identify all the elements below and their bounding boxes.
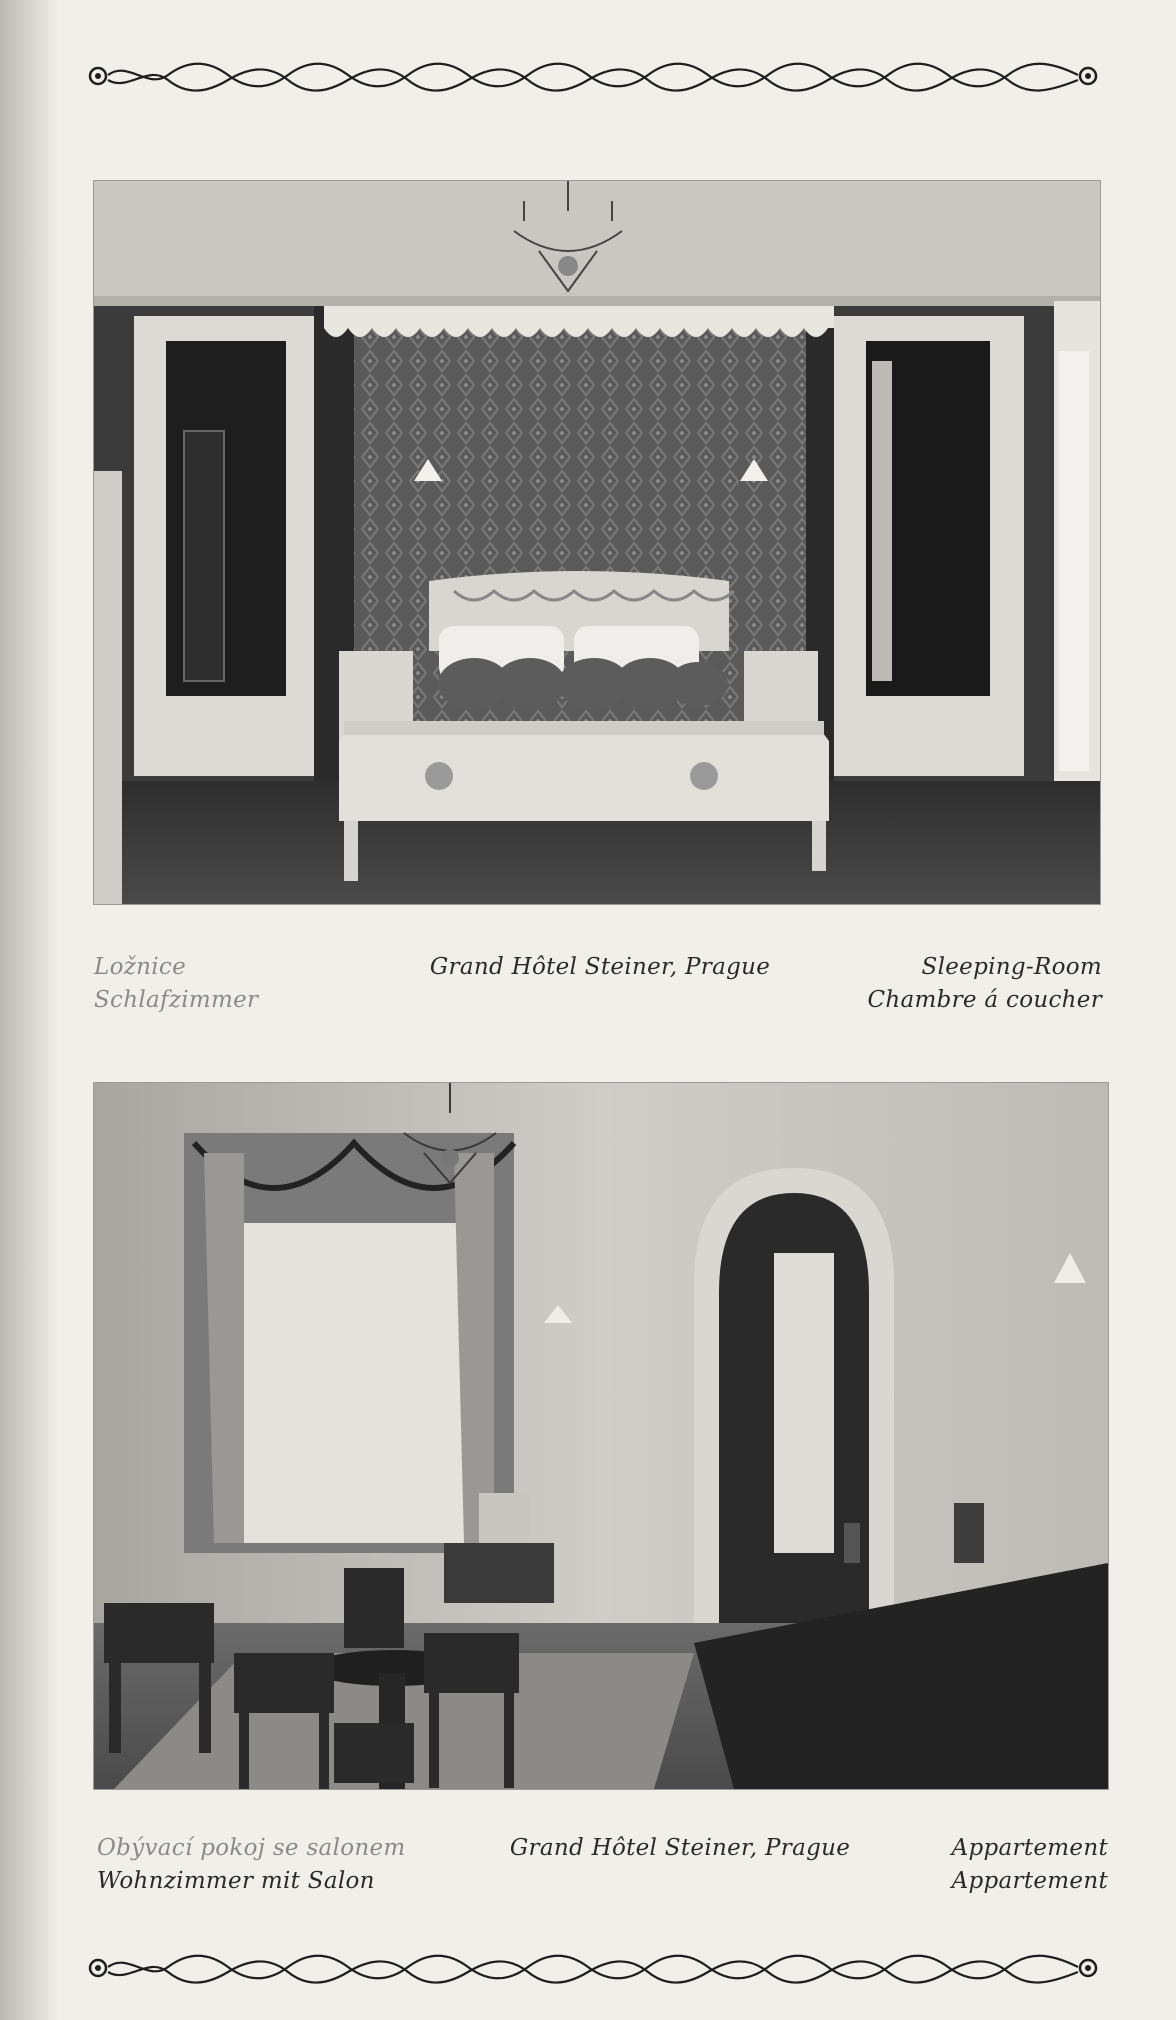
bedroom-photo <box>94 181 1100 904</box>
caption-german-bedroom: Schlafzimmer <box>94 987 259 1013</box>
caption-german-living: Wohnzimmer mit Salon <box>97 1868 375 1894</box>
caption-czech-bedroom: Ložnice <box>94 954 186 980</box>
caption-french-bedroom: Chambre á coucher <box>867 987 1102 1013</box>
caption-english-bedroom: Sleeping-Room <box>921 954 1102 980</box>
caption-czech-living: Obývací pokoj se salonem <box>97 1835 406 1861</box>
bottom-ornament-border <box>88 1950 1098 1984</box>
caption-french-living: Appartement <box>951 1868 1108 1894</box>
caption-english-living: Appartement <box>951 1835 1108 1861</box>
top-ornament-border <box>88 58 1098 92</box>
caption-hotel-name-2: Grand Hôtel Steiner, Prague <box>509 1835 851 1861</box>
page-gutter-shadow <box>0 0 60 2020</box>
living-room-photo <box>94 1083 1108 1789</box>
caption-hotel-name-1: Grand Hôtel Steiner, Prague <box>429 954 771 980</box>
